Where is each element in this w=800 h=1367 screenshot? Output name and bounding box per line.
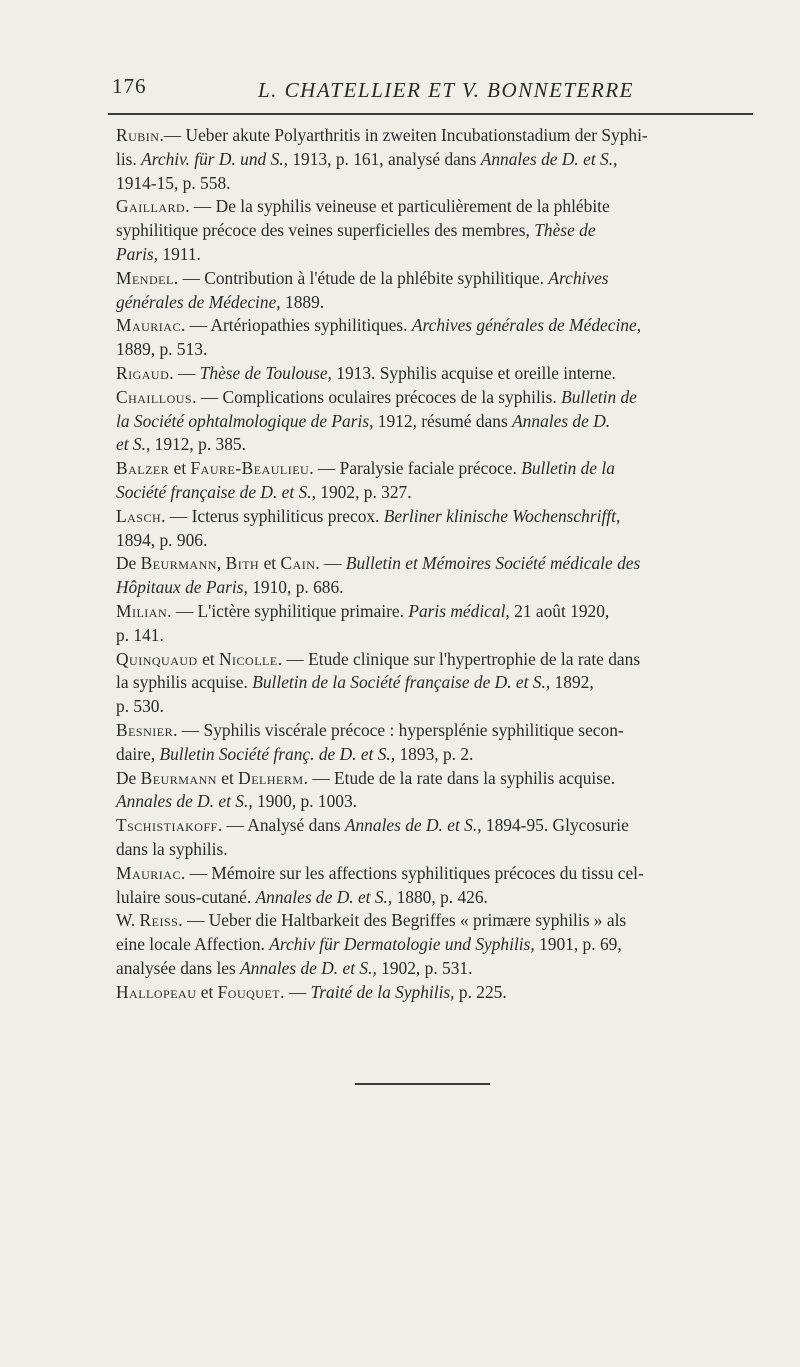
entry-line xyxy=(117,338,756,362)
italic-title: Archives générales de Médecine, xyxy=(411,315,642,336)
author-name: Beurmann xyxy=(140,553,217,574)
italic-title: Annales de D. et S. xyxy=(480,148,614,169)
bibliography-entry xyxy=(116,814,756,862)
author-name: Mauriac xyxy=(116,315,181,336)
bibliography-entry xyxy=(116,552,756,600)
entry-line xyxy=(117,243,756,267)
entry-line xyxy=(117,386,756,410)
entry-text: . — Paralysie faciale précoce. xyxy=(309,458,522,479)
entry-line xyxy=(117,267,756,291)
entry-line xyxy=(117,695,756,719)
entry-text: . — Contribution à l'étude de la phlébite syphilitique. xyxy=(173,267,549,288)
italic-title: Paris médical, xyxy=(408,600,510,621)
author-name: Beurmann xyxy=(140,767,217,788)
entry-line xyxy=(117,529,756,553)
bibliography-entry xyxy=(116,600,756,648)
italic-title: Thèse de xyxy=(534,220,596,241)
entry-text: . — Mémoire sur les affections syphilitiques précoces du tissu cel- xyxy=(180,862,644,883)
author-name: Bith xyxy=(225,553,260,574)
entry-text: 1914-15, p. 558. xyxy=(116,172,231,193)
entry-text: , xyxy=(216,553,226,574)
entry-text: dans la syphilis. xyxy=(116,838,228,859)
entry-text: 1889, p. 513. xyxy=(116,339,208,360)
italic-title: Annales de D. et S., xyxy=(240,957,377,978)
italic-title: Archiv für Dermatologie und Syphilis, xyxy=(269,934,535,955)
entry-text: 21 août 1920, xyxy=(509,600,610,621)
entry-line xyxy=(117,505,756,529)
entry-text: 1902, p. 327. xyxy=(315,481,412,502)
author-name: Quinquaud xyxy=(116,648,198,669)
entry-text: 1900, p. 1003. xyxy=(252,791,358,812)
entry-line xyxy=(117,767,756,791)
entry-text: . — xyxy=(315,553,346,574)
author-name: Rigaud xyxy=(116,362,170,383)
entry-text: . — Etude de la rate dans la syphilis acquise. xyxy=(303,767,616,788)
entry-text: et xyxy=(216,767,239,788)
bibliography-entry xyxy=(116,909,756,980)
author-name: Reiss xyxy=(139,910,179,931)
entry-text: 1912, résumé dans xyxy=(373,410,513,431)
author-name: Mendel xyxy=(116,267,174,288)
entry-text: 1894-95. Glycosurie xyxy=(481,815,629,836)
page-number: 176 xyxy=(112,74,147,98)
entry-line xyxy=(117,624,756,648)
entry-line xyxy=(117,719,756,743)
bibliography-entry xyxy=(116,124,756,195)
italic-title: Bulletin de xyxy=(561,386,637,407)
entry-text: 1912, p. 385. xyxy=(150,434,246,455)
author-name: Gaillard xyxy=(116,196,186,217)
entry-text: 1880, p. 426. xyxy=(392,886,488,907)
italic-title: Bulletin Société franç. de D. et S., xyxy=(159,743,396,764)
entry-text: . — L'ictère syphilitique primaire. xyxy=(167,600,409,621)
author-name: Rubin xyxy=(116,125,160,145)
italic-title: Archiv. für D. und S. xyxy=(141,148,284,169)
entry-line xyxy=(117,862,756,886)
author-name: Cain xyxy=(280,553,316,574)
header-rule xyxy=(108,113,753,115)
author-name: Balzer xyxy=(116,458,170,479)
entry-line xyxy=(117,957,756,981)
entry-line xyxy=(117,909,756,933)
bibliography-list xyxy=(116,124,756,1004)
entry-line xyxy=(117,124,756,148)
italic-title: Bulletin de la xyxy=(521,458,615,479)
entry-text: . — Syphilis viscérale précoce : hypersplénie syphilitique secon- xyxy=(173,719,624,740)
entry-line xyxy=(117,743,756,767)
entry-line xyxy=(117,886,756,910)
entry-text: daire, xyxy=(116,743,160,764)
author-name: Chaillous xyxy=(116,386,193,407)
entry-line xyxy=(117,671,756,695)
entry-text: 1893, p. 2. xyxy=(395,743,474,764)
entry-text: . — Etude clinique sur l'hypertrophie de la rate dans xyxy=(277,648,641,669)
italic-title: Annales de D. et S., xyxy=(255,886,393,907)
bibliography-entry xyxy=(116,195,756,266)
entry-line xyxy=(117,838,756,862)
entry-text: . — Ueber die Haltbarkeit des Begriffes « primære syphilis » als xyxy=(178,910,627,931)
bibliography-entry xyxy=(116,314,756,362)
entry-text: 1889. xyxy=(280,291,325,312)
italic-title: Annales de D. et S., xyxy=(116,791,253,812)
author-name: Lasch xyxy=(116,505,162,526)
bibliography-entry xyxy=(116,719,756,767)
entry-line xyxy=(117,814,756,838)
italic-title: Thèse de Toulouse, xyxy=(199,362,332,383)
italic-title: et S., xyxy=(116,434,151,455)
bibliography-entry xyxy=(116,862,756,910)
italic-title: la Société ophtalmologique de Paris, xyxy=(116,410,374,431)
entry-text: 1902, p. 531. xyxy=(376,957,473,978)
entry-line xyxy=(117,410,756,434)
bibliography-entry xyxy=(116,505,756,553)
end-rule xyxy=(355,1083,490,1085)
italic-title: Bulletin et Mémoires Société médicale des xyxy=(345,553,641,574)
entry-line xyxy=(117,576,756,600)
entry-text: p. 225. xyxy=(454,981,507,1002)
entry-text: . — Complications oculaires précoces de la syphilis. xyxy=(192,386,562,407)
entry-text: De xyxy=(116,767,141,788)
bibliography-entry xyxy=(116,981,756,1005)
bibliography-entry xyxy=(116,648,756,719)
entry-text: syphilitique précoce des veines superficielles des membres, xyxy=(116,220,535,241)
author-name: Mauriac xyxy=(116,862,181,883)
entry-text: . — Analysé dans xyxy=(217,815,345,836)
entry-line xyxy=(117,314,756,338)
italic-title: Bulletin de la Société française de D. et S., xyxy=(252,672,551,693)
author-name: Tschistiakoff xyxy=(116,815,218,836)
entry-line xyxy=(117,481,756,505)
bibliography-entry xyxy=(116,457,756,505)
entry-text: , xyxy=(613,148,618,169)
author-name: Faure-Beaulieu xyxy=(190,458,310,479)
entry-line xyxy=(117,457,756,481)
author-name: Fouquet xyxy=(217,981,281,1002)
entry-text: p. 141. xyxy=(116,624,164,645)
author-name: Besnier xyxy=(116,719,174,740)
italic-title: Annales de D. et S., xyxy=(344,815,482,836)
entry-text: . — Artériopathies syphilitiques. xyxy=(180,315,412,336)
entry-text: la syphilis acquise. xyxy=(116,672,253,693)
entry-line xyxy=(117,933,756,957)
entry-text: . — Icterus syphiliticus precox. xyxy=(161,505,384,526)
entry-text: . — xyxy=(169,362,200,383)
entry-text: et xyxy=(169,458,191,479)
entry-line xyxy=(117,552,756,576)
entry-text: p. 530. xyxy=(116,696,164,717)
entry-text: 1894, p. 906. xyxy=(116,529,208,550)
entry-text: 1901, p. 69, xyxy=(534,934,622,955)
author-name: Milian xyxy=(116,600,168,621)
entry-text: 1910, p. 686. xyxy=(247,577,344,598)
author-name: Delherm xyxy=(238,767,304,788)
entry-line xyxy=(117,172,756,196)
italic-title: Traité de la Syphilis, xyxy=(310,981,455,1002)
italic-title: Société française de D. et S., xyxy=(116,481,316,502)
entry-text: et xyxy=(196,981,218,1002)
italic-title: Annales de D. xyxy=(512,410,611,431)
bibliography-entry xyxy=(116,386,756,457)
italic-title: Hôpitaux de Paris, xyxy=(116,577,248,598)
entry-text: 1911. xyxy=(158,243,201,264)
entry-line xyxy=(117,195,756,219)
bibliography-entry xyxy=(116,767,756,815)
italic-title: Archives xyxy=(548,267,609,288)
entry-text: . — De la syphilis veineuse et particulièrement de la phlébite xyxy=(185,196,610,217)
entry-text: .— Ueber akute Polyarthritis in zweiten Incubationstadium der Syphi- xyxy=(159,125,648,145)
entry-text: 1892, xyxy=(550,672,594,693)
entry-text: De xyxy=(116,553,141,574)
entry-line xyxy=(117,291,756,315)
entry-line xyxy=(117,981,756,1005)
running-head: L. CHATELLIER ET V. BONNETERRE xyxy=(258,78,634,102)
entry-text: . — xyxy=(280,981,311,1002)
entry-text: W. xyxy=(116,910,140,931)
entry-text: 1913. Syphilis acquise et oreille interne. xyxy=(331,362,616,383)
author-name: Nicolle xyxy=(218,648,278,669)
entry-line xyxy=(117,219,756,243)
author-name: Hallopeau xyxy=(116,981,197,1002)
italic-title: Paris, xyxy=(116,243,159,264)
italic-title: Berliner klinische Wochenschrifft, xyxy=(383,505,621,526)
entry-text: lulaire sous-cutané. xyxy=(116,886,256,907)
entry-text: lis. xyxy=(116,148,142,169)
bibliography-entry xyxy=(116,362,756,386)
entry-text: , 1913, p. 161, analysé dans xyxy=(283,148,481,169)
entry-text: eine locale Affection. xyxy=(116,934,270,955)
entry-text: et xyxy=(259,553,281,574)
entry-text: analysée dans les xyxy=(116,957,241,978)
entry-text: et xyxy=(197,648,219,669)
italic-title: générales de Médecine, xyxy=(116,291,281,312)
bibliography-entry xyxy=(116,267,756,315)
entry-line xyxy=(117,600,756,624)
entry-line xyxy=(117,362,756,386)
entry-line xyxy=(117,433,756,457)
entry-line xyxy=(117,148,756,172)
entry-line xyxy=(117,790,756,814)
entry-line xyxy=(117,648,756,672)
